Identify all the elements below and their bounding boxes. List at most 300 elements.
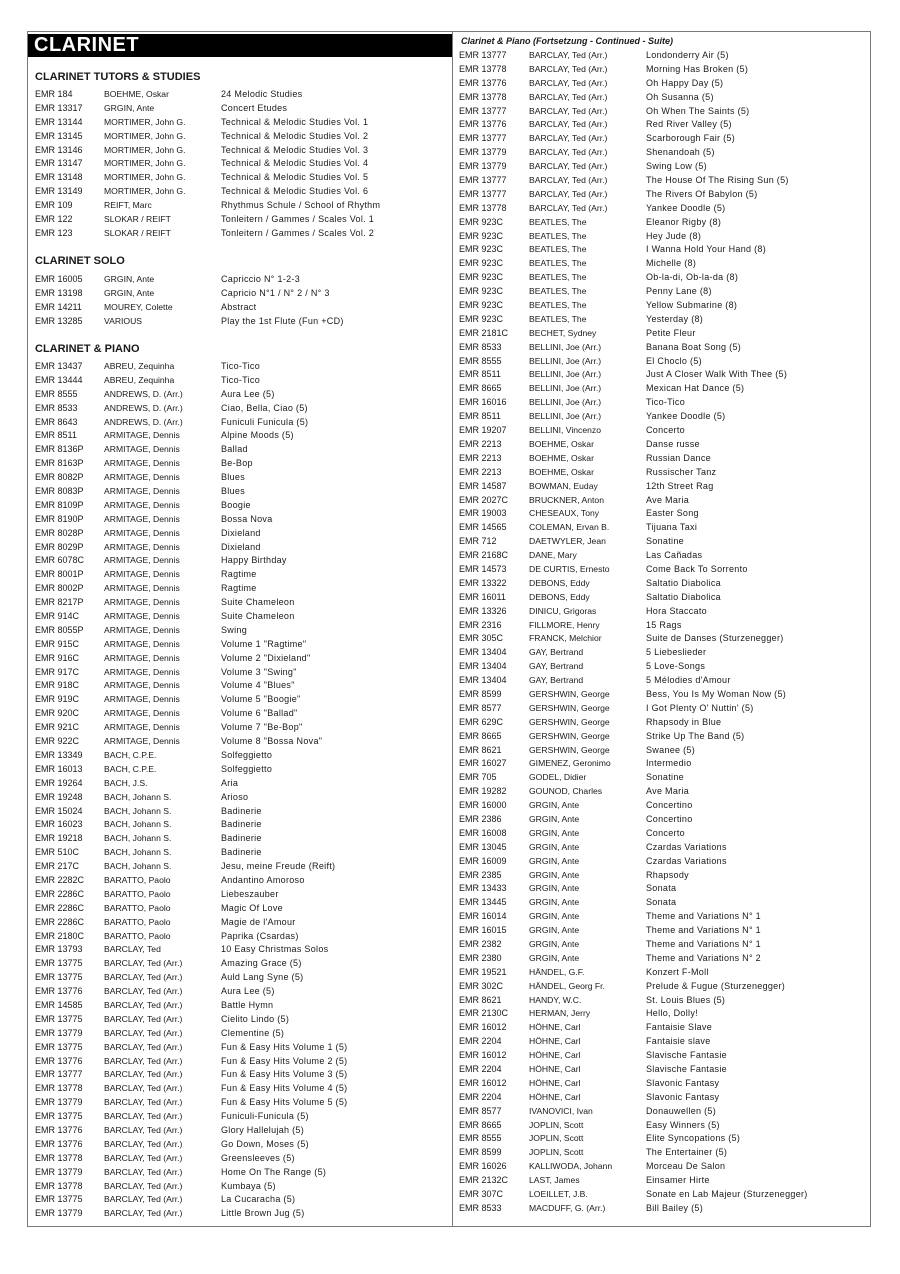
- catalog-entry: [35, 1055, 447, 1069]
- composer: GERSHWIN, George: [529, 744, 610, 755]
- page-title: CLARINET: [28, 34, 452, 57]
- catalog-number: EMR 2213: [459, 452, 502, 463]
- catalog-number: EMR 13775: [35, 1013, 83, 1024]
- catalog-number: EMR 13775: [35, 1194, 83, 1205]
- composer: BACH, Johann S.: [104, 833, 172, 844]
- composer: MORTIMER, John G.: [104, 130, 186, 141]
- work-title: 5 Mélodies d'Amour: [646, 675, 731, 686]
- catalog-entry: [35, 568, 447, 582]
- catalog-number: EMR 13779: [459, 161, 507, 172]
- composer: HÖHNE, Carl: [529, 1050, 581, 1061]
- catalog-entry: [459, 896, 867, 910]
- composer: BELLINI, Joe (Arr.): [529, 369, 602, 380]
- catalog-entry: [459, 160, 867, 174]
- catalog-entry: [35, 429, 447, 443]
- catalog-number: EMR 16012: [459, 1022, 507, 1033]
- catalog-entry: [459, 1077, 867, 1091]
- catalog-number: EMR 2386: [459, 813, 502, 824]
- work-title: Ave Maria: [646, 786, 690, 797]
- work-title: Swing Low (5): [646, 161, 707, 172]
- composer: BARATTO, Paolo: [104, 930, 171, 941]
- composer: BARCLAY, Ted (Arr.): [529, 202, 608, 213]
- composer: BARATTO, Paolo: [104, 874, 171, 885]
- catalog-entry: [35, 985, 447, 999]
- catalog-entry: [459, 910, 867, 924]
- catalog-entry: [459, 924, 867, 938]
- catalog-number: EMR 2132C: [459, 1175, 509, 1186]
- catalog-number: EMR 8163P: [35, 458, 84, 469]
- catalog-entry: [35, 1068, 447, 1082]
- catalog-entry: [35, 1027, 447, 1041]
- continued-heading: Clarinet & Piano (Fortsetzung - Continued - Suite): [461, 36, 673, 46]
- work-title: Just A Closer Walk With Thee (5): [646, 369, 788, 380]
- catalog-number: EMR 13779: [35, 1208, 83, 1219]
- work-title: Yesterday (8): [646, 313, 704, 324]
- work-title: Technical & Melodic Studies Vol. 5: [221, 172, 369, 183]
- work-title: Home On The Range (5): [221, 1166, 327, 1177]
- composer: ARMITAGE, Dennis: [104, 472, 180, 483]
- catalog-entry: [459, 563, 867, 577]
- catalog-entry: [459, 174, 867, 188]
- catalog-number: EMR 8190P: [35, 513, 84, 524]
- composer: BARCLAY, Ted (Arr.): [104, 1111, 183, 1122]
- work-title: Magie de l'Amour: [221, 916, 296, 927]
- composer: LAST, James: [529, 1175, 580, 1186]
- composer: HÖHNE, Carl: [529, 1064, 581, 1075]
- composer: MORTIMER, John G.: [104, 116, 186, 127]
- catalog-entry: [459, 368, 867, 382]
- work-title: Liebeszauber: [221, 888, 279, 899]
- work-title: Cielito Lindo (5): [221, 1013, 290, 1024]
- composer: GAY, Bertrand: [529, 661, 584, 672]
- composer: DE CURTIS, Ernesto: [529, 563, 610, 574]
- catalog-entry: [35, 499, 447, 513]
- work-title: Russian Dance: [646, 452, 711, 463]
- catalog-entry: [459, 1202, 867, 1216]
- catalog-entry: [35, 471, 447, 485]
- work-title: Einsamer Hirte: [646, 1175, 710, 1186]
- catalog-number: EMR 16012: [459, 1077, 507, 1088]
- composer: ARMITAGE, Dennis: [104, 430, 180, 441]
- column-divider: [452, 31, 453, 1227]
- catalog-number: EMR 13775: [35, 958, 83, 969]
- composer: VARIOUS: [104, 315, 143, 326]
- catalog-number: EMR 13779: [35, 1097, 83, 1108]
- catalog-entry: [459, 785, 867, 799]
- composer: BEATLES, The: [529, 300, 587, 311]
- work-title: Rhythmus Schule / School of Rhythm: [221, 200, 381, 211]
- work-title: Go Down, Moses (5): [221, 1138, 309, 1149]
- catalog-entry: [35, 582, 447, 596]
- composer: DAETWYLER, Jean: [529, 536, 606, 547]
- catalog-entry: [35, 971, 447, 985]
- catalog-entry: [459, 882, 867, 896]
- section-heading-clarinet-piano: CLARINET & PIANO: [35, 343, 140, 355]
- composer: BARCLAY, Ted (Arr.): [529, 161, 608, 172]
- catalog-entry: [35, 832, 447, 846]
- composer: BELLINI, Joe (Arr.): [529, 341, 602, 352]
- catalog-entry: [459, 91, 867, 105]
- catalog-number: EMR 923C: [459, 258, 504, 269]
- catalog-entry: [459, 1160, 867, 1174]
- composer: ANDREWS, D. (Arr.): [104, 402, 183, 413]
- catalog-number: EMR 921C: [35, 722, 80, 733]
- work-title: Slavonic Fantasy: [646, 1077, 720, 1088]
- work-title: Suite Chameleon: [221, 611, 295, 622]
- composer: ARMITAGE, Dennis: [104, 624, 180, 635]
- catalog-entry: [35, 287, 447, 301]
- work-title: Sonata: [646, 897, 677, 908]
- composer: HANDY, W.C.: [529, 994, 582, 1005]
- catalog-number: EMR 2168C: [459, 550, 509, 561]
- work-title: Swing: [221, 624, 248, 635]
- work-title: Yellow Submarine (8): [646, 300, 738, 311]
- catalog-entry: [35, 957, 447, 971]
- catalog-entry: [459, 188, 867, 202]
- work-title: Ragtime: [221, 569, 257, 580]
- catalog-number: EMR 8533: [459, 1202, 502, 1213]
- work-title: Fun & Easy Hits Volume 5 (5): [221, 1097, 348, 1108]
- catalog-number: EMR 122: [35, 214, 73, 225]
- catalog-entry: [35, 930, 447, 944]
- catalog-number: EMR 510C: [35, 847, 80, 858]
- catalog-number: EMR 629C: [459, 716, 504, 727]
- composer: BARCLAY, Ted (Arr.): [104, 1069, 183, 1080]
- work-title: Red River Valley (5): [646, 119, 732, 130]
- composer: ARMITAGE, Dennis: [104, 694, 180, 705]
- catalog-number: EMR 19264: [35, 777, 83, 788]
- catalog-number: EMR 8511: [459, 369, 501, 380]
- composer: BELLINI, Joe (Arr.): [529, 397, 602, 408]
- catalog-number: EMR 184: [35, 89, 73, 99]
- work-title: Fun & Easy Hits Volume 4 (5): [221, 1083, 348, 1094]
- composer: GRGIN, Ante: [529, 897, 580, 908]
- work-title: Greensleeves (5): [221, 1152, 295, 1163]
- catalog-number: EMR 13777: [459, 133, 507, 144]
- work-title: Volume 4 "Blues": [221, 680, 295, 691]
- catalog-number: EMR 13779: [35, 1166, 83, 1177]
- catalog-entry: [35, 213, 447, 227]
- composer: MORTIMER, John G.: [104, 158, 186, 169]
- composer: BARCLAY, Ted (Arr.): [529, 91, 608, 102]
- work-title: Concerto: [646, 425, 685, 436]
- composer: ARMITAGE, Dennis: [104, 458, 180, 469]
- catalog-entry: [35, 916, 447, 930]
- catalog-number: EMR 918C: [35, 680, 80, 691]
- catalog-entry: [459, 577, 867, 591]
- catalog-number: EMR 922C: [35, 736, 80, 747]
- catalog-number: EMR 2204: [459, 1091, 502, 1102]
- work-title: Ballad: [221, 444, 248, 455]
- catalog-entry: [459, 1063, 867, 1077]
- catalog-entry: [459, 702, 867, 716]
- catalog-entry: [459, 646, 867, 660]
- catalog-number: EMR 2213: [459, 466, 502, 477]
- composer: ARMITAGE, Dennis: [104, 541, 180, 552]
- composer: GRGIN, Ante: [529, 827, 580, 838]
- work-title: Capriccio N° 1-2-3: [221, 274, 301, 284]
- composer: GRGIN, Ante: [529, 939, 580, 949]
- catalog-entry: [459, 410, 867, 424]
- catalog-entry: [459, 744, 867, 758]
- tutors-list: [35, 88, 447, 241]
- work-title: Come Back To Sorrento: [646, 563, 748, 574]
- catalog-number: EMR 2180C: [35, 930, 85, 941]
- catalog-entry: [35, 888, 447, 902]
- composer: COLEMAN, Ervan B.: [529, 522, 610, 533]
- catalog-entry: [459, 313, 867, 327]
- work-title: Concertino: [646, 800, 693, 811]
- work-title: Petite Fleur: [646, 327, 696, 338]
- catalog-entry: [35, 273, 447, 287]
- work-title: Alpine Moods (5): [221, 430, 294, 441]
- work-title: Yankee Doodle (5): [646, 411, 726, 422]
- catalog-number: EMR 16000: [459, 800, 507, 811]
- work-title: Oh Happy Day (5): [646, 77, 724, 88]
- composer: BARCLAY, Ted (Arr.): [104, 1194, 183, 1205]
- work-title: Amazing Grace (5): [221, 958, 302, 969]
- work-title: Suite de Danses (Sturzenegger): [646, 633, 784, 644]
- catalog-number: EMR 14587: [459, 480, 507, 491]
- composer: BARCLAY, Ted (Arr.): [529, 133, 608, 144]
- catalog-number: EMR 2286C: [35, 916, 85, 927]
- composer: JOPLIN, Scott: [529, 1133, 584, 1144]
- composer: ANDREWS, D. (Arr.): [104, 388, 183, 399]
- catalog-entry: [35, 1096, 447, 1110]
- composer: GERSHWIN, George: [529, 730, 610, 741]
- catalog-number: EMR 13776: [35, 1055, 83, 1066]
- catalog-number: EMR 15024: [35, 805, 83, 816]
- composer: GRGIN, Ante: [104, 274, 155, 284]
- catalog-entry: [35, 707, 447, 721]
- work-title: Concerto: [646, 827, 685, 838]
- catalog-number: EMR 14565: [459, 522, 507, 533]
- work-title: Aura Lee (5): [221, 388, 275, 399]
- composer: ARMITAGE, Dennis: [104, 722, 180, 733]
- work-title: Banana Boat Song (5): [646, 341, 742, 352]
- work-title: I Wanna Hold Your Hand (8): [646, 244, 767, 255]
- work-title: Solfeggietto: [221, 749, 273, 760]
- catalog-number: EMR 8001P: [35, 569, 84, 580]
- composer: BECHET, Sydney: [529, 327, 597, 338]
- catalog-entry: [35, 693, 447, 707]
- composer: HÖHNE, Carl: [529, 1036, 581, 1047]
- catalog-number: EMR 16027: [459, 758, 507, 769]
- catalog-entry: [459, 952, 867, 966]
- catalog-entry: [459, 105, 867, 119]
- composer: GRGIN, Ante: [529, 925, 580, 936]
- composer: GRGIN, Ante: [104, 287, 155, 298]
- work-title: 10 Easy Christmas Solos: [221, 944, 329, 955]
- work-title: El Choclo (5): [646, 355, 702, 366]
- catalog-number: EMR 923C: [459, 244, 504, 255]
- work-title: Czardas Variations: [646, 841, 727, 852]
- catalog-entry: [459, 243, 867, 257]
- catalog-number: EMR 13777: [459, 50, 507, 60]
- composer: BARCLAY, Ted (Arr.): [529, 119, 608, 130]
- work-title: Saltatio Diabolica: [646, 577, 721, 588]
- catalog-entry: [35, 457, 447, 471]
- composer: BELLINI, Joe (Arr.): [529, 355, 602, 366]
- work-title: Jesu, meine Freude (Reift): [221, 861, 336, 872]
- catalog-entry: [35, 1152, 447, 1166]
- catalog-entry: [459, 757, 867, 771]
- work-title: 12th Street Rag: [646, 480, 714, 491]
- catalog-number: EMR 923C: [459, 216, 504, 227]
- catalog-entry: [35, 624, 447, 638]
- catalog-entry: [35, 1082, 447, 1096]
- composer: BARCLAY, Ted (Arr.): [529, 63, 608, 74]
- catalog-number: EMR 13149: [35, 186, 83, 197]
- catalog-entry: [459, 1021, 867, 1035]
- catalog-entry: [459, 688, 867, 702]
- catalog-number: EMR 13793: [35, 944, 83, 955]
- catalog-number: EMR 13776: [459, 119, 507, 130]
- composer: BARCLAY, Ted (Arr.): [104, 1097, 183, 1108]
- catalog-entry: [459, 466, 867, 480]
- catalog-entry: [35, 943, 447, 957]
- work-title: Oh Susanna (5): [646, 91, 714, 102]
- work-title: Saltatio Diabolica: [646, 591, 721, 602]
- work-title: Sonatine: [646, 772, 684, 783]
- catalog-entry: [459, 202, 867, 216]
- catalog-entry: [35, 638, 447, 652]
- catalog-number: EMR 13778: [35, 1152, 83, 1163]
- work-title: Tico-Tico: [221, 361, 261, 371]
- catalog-entry: [459, 396, 867, 410]
- work-title: Hello, Dolly!: [646, 1008, 698, 1019]
- work-title: Badinerie: [221, 819, 262, 830]
- continued-list: [459, 49, 867, 1216]
- work-title: Fun & Easy Hits Volume 2 (5): [221, 1055, 348, 1066]
- composer: BRUCKNER, Anton: [529, 494, 604, 505]
- composer: BOEHME, Oskar: [529, 438, 594, 449]
- catalog-number: EMR 8665: [459, 730, 502, 741]
- composer: BACH, Johann S.: [104, 819, 172, 830]
- catalog-number: EMR 920C: [35, 708, 80, 719]
- catalog-entry: [35, 374, 447, 388]
- work-title: Swanee (5): [646, 744, 696, 755]
- work-title: Czardas Variations: [646, 855, 727, 866]
- catalog-entry: [459, 1007, 867, 1021]
- work-title: Konzert F-Moll: [646, 966, 709, 977]
- catalog-number: EMR 123: [35, 227, 73, 238]
- composer: ARMITAGE, Dennis: [104, 569, 180, 580]
- catalog-entry: [35, 721, 447, 735]
- composer: BARCLAY, Ted (Arr.): [104, 1166, 183, 1177]
- catalog-entry: [459, 549, 867, 563]
- catalog-entry: [35, 763, 447, 777]
- work-title: Bossa Nova: [221, 513, 273, 524]
- catalog-number: EMR 13437: [35, 361, 83, 371]
- catalog-entry: [35, 185, 447, 199]
- catalog-number: EMR 2316: [459, 619, 502, 630]
- catalog-number: EMR 8217P: [35, 597, 84, 608]
- composer: ARMITAGE, Dennis: [104, 708, 180, 719]
- catalog-entry: [459, 730, 867, 744]
- catalog-number: EMR 13776: [35, 1138, 83, 1149]
- catalog-number: EMR 13778: [35, 1083, 83, 1094]
- catalog-entry: [459, 424, 867, 438]
- catalog-number: EMR 8621: [459, 994, 502, 1005]
- catalog-number: EMR 923C: [459, 230, 504, 241]
- catalog-number: EMR 13777: [459, 175, 507, 186]
- work-title: Solfeggietto: [221, 763, 273, 774]
- work-title: Badinerie: [221, 833, 262, 844]
- catalog-entry: [35, 513, 447, 527]
- work-title: Technical & Melodic Studies Vol. 2: [221, 130, 369, 141]
- composer: BACH, J.S.: [104, 777, 148, 788]
- work-title: Strike Up The Band (5): [646, 730, 745, 741]
- catalog-number: EMR 16005: [35, 274, 83, 284]
- catalog-number: EMR 13148: [35, 172, 83, 183]
- work-title: Tico-Tico: [221, 374, 261, 385]
- work-title: Capricio N°1 / N° 2 / N° 3: [221, 287, 330, 298]
- work-title: Bill Bailey (5): [646, 1202, 704, 1213]
- catalog-number: EMR 14585: [35, 999, 83, 1010]
- work-title: Technical & Melodic Studies Vol. 6: [221, 186, 369, 197]
- work-title: Suite Chameleon: [221, 597, 295, 608]
- composer: HÖHNE, Carl: [529, 1091, 581, 1102]
- composer: BARCLAY, Ted (Arr.): [529, 147, 608, 158]
- catalog-entry: [459, 855, 867, 869]
- catalog-number: EMR 19282: [459, 786, 507, 797]
- composer: HÄNDEL, Georg Fr.: [529, 980, 605, 991]
- composer: JOPLIN, Scott: [529, 1119, 584, 1130]
- catalog-entry: [459, 480, 867, 494]
- composer: BARATTO, Paolo: [104, 916, 171, 927]
- work-title: Andantino Amoroso: [221, 874, 305, 885]
- catalog-number: EMR 19521: [459, 966, 507, 977]
- work-title: Danse russe: [646, 438, 700, 449]
- catalog-entry: [459, 216, 867, 230]
- work-title: Abstract: [221, 301, 257, 312]
- catalog-number: EMR 923C: [459, 286, 504, 297]
- work-title: Morceau De Salon: [646, 1161, 726, 1172]
- composer: BEATLES, The: [529, 216, 587, 227]
- composer: BEATLES, The: [529, 313, 587, 324]
- catalog-entry: [35, 1124, 447, 1138]
- work-title: Volume 3 "Swing": [221, 666, 297, 677]
- work-title: Play the 1st Flute (Fun +CD): [221, 315, 344, 326]
- composer: BARCLAY, Ted (Arr.): [529, 188, 608, 199]
- catalog-number: EMR 8555: [459, 1133, 502, 1144]
- composer: BARCLAY, Ted (Arr.): [104, 1027, 183, 1038]
- catalog-number: EMR 923C: [459, 313, 504, 324]
- catalog-number: EMR 16023: [35, 819, 83, 830]
- work-title: I Got Plenty O' Nuttin' (5): [646, 702, 754, 713]
- catalog-entry: [35, 554, 447, 568]
- composer: GRGIN, Ante: [529, 800, 580, 811]
- composer: BEATLES, The: [529, 258, 587, 269]
- catalog-entry: [459, 938, 867, 952]
- catalog-entry: [35, 315, 447, 329]
- work-title: 5 Love-Songs: [646, 661, 706, 672]
- composer: ARMITAGE, Dennis: [104, 513, 180, 524]
- work-title: Concert Etudes: [221, 102, 288, 113]
- catalog-number: EMR 16011: [459, 591, 506, 602]
- composer: HÄNDEL, G.F.: [529, 966, 585, 977]
- composer: GODEL, Didier: [529, 772, 587, 783]
- catalog-number: EMR 13045: [459, 841, 507, 852]
- catalog-number: EMR 8002P: [35, 583, 84, 594]
- catalog-entry: [459, 813, 867, 827]
- work-title: Tonleitern / Gammes / Scales Vol. 2: [221, 227, 375, 238]
- catalog-entry: [459, 966, 867, 980]
- catalog-number: EMR 217C: [35, 861, 80, 872]
- catalog-number: EMR 13777: [459, 188, 507, 199]
- composer: BEATLES, The: [529, 230, 587, 241]
